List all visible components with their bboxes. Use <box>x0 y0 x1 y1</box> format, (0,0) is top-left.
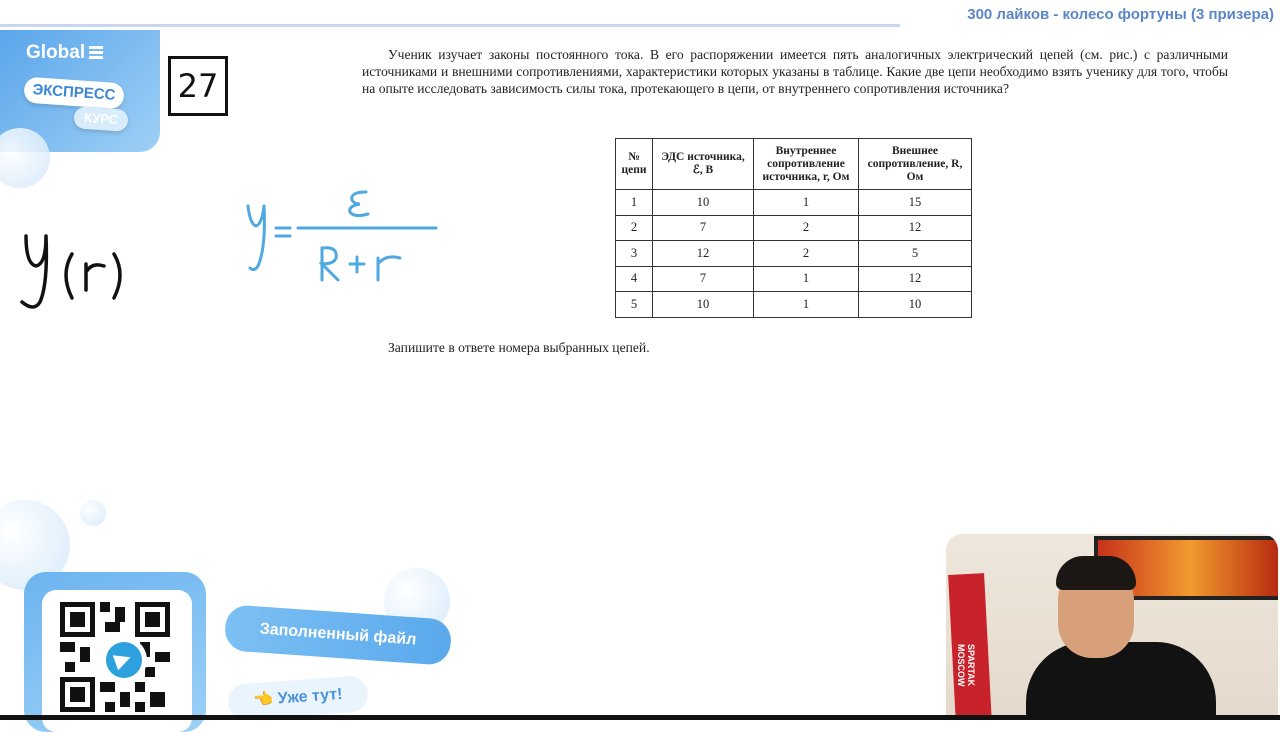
menu-bars-icon <box>89 46 103 60</box>
table-cell: 2 <box>754 241 859 267</box>
top-divider <box>0 24 900 27</box>
table-cell: 10 <box>859 292 972 318</box>
qr-card-inner <box>42 590 192 732</box>
header-emf: ЭДС источника, ℰ, В <box>653 139 754 190</box>
presenter-body <box>1026 642 1216 720</box>
presenter-hair <box>1056 556 1136 590</box>
table-row <box>616 292 972 318</box>
brand-name <box>26 42 103 64</box>
table-cell: 5 <box>859 241 972 267</box>
table-row <box>616 266 972 292</box>
table-cell: 1 <box>616 190 653 216</box>
header-external-resistance: Внешнее сопротивление, R, Ом <box>859 139 972 190</box>
table-cell: 1 <box>754 266 859 292</box>
header-internal-resistance: Внутреннее сопротивление источника, r, Ом <box>754 139 859 190</box>
table-cell: 7 <box>653 266 754 292</box>
table-cell: 15 <box>859 190 972 216</box>
table-cell: 12 <box>859 266 972 292</box>
handwritten-ohm-formula <box>242 188 442 288</box>
circuits-table <box>615 138 972 318</box>
problem-statement: Ученик изучает законы постоянного тока. В его распоряжении имеется пять аналогичных электрический цепей (см. рис.) с различными источниками и внешними сопротивлениями, характеристики которых указаны в таблице. Какие две цепи необходимо взять ученику для того, чтобы на опыте исследовать зависимость силы тока, протекающего в цепи, от внутреннего сопротивления источника? <box>362 47 1228 96</box>
scarf-text: SPARTAK MOSCOW <box>956 644 976 687</box>
table-cell: 1 <box>754 292 859 318</box>
webcam-video <box>946 534 1278 720</box>
table-cell: 10 <box>653 190 754 216</box>
table-cell: 5 <box>616 292 653 318</box>
table-row <box>616 241 972 267</box>
table-cell: 2 <box>754 215 859 241</box>
table-cell: 12 <box>653 241 754 267</box>
table-cell: 12 <box>859 215 972 241</box>
task-number: 27 <box>168 56 228 116</box>
handwritten-y-of-r <box>14 224 144 314</box>
table-cell: 2 <box>616 215 653 241</box>
table-cell: 4 <box>616 266 653 292</box>
qr-card[interactable] <box>24 572 206 732</box>
filled-file-button[interactable]: Заполненный файл <box>224 604 453 666</box>
decor-bubble <box>80 500 106 526</box>
table-cell: 10 <box>653 292 754 318</box>
table-cell: 7 <box>653 215 754 241</box>
telegram-icon[interactable] <box>106 642 142 678</box>
promo-banner: 300 лайков - колесо фортуны (3 призера) <box>967 6 1274 23</box>
bottom-bar <box>0 715 1280 720</box>
table-row <box>616 190 972 216</box>
table-row <box>616 215 972 241</box>
table-cell: 1 <box>754 190 859 216</box>
already-here-badge: 👈 Уже тут! <box>227 675 369 721</box>
brand-badge-express: ЭКСПРЕСС <box>23 77 125 110</box>
header-circuit-no: № цепи <box>616 139 653 190</box>
brand-badge-course: КУРС <box>73 106 128 132</box>
brand-name-text: Global <box>26 42 86 63</box>
table-cell: 3 <box>616 241 653 267</box>
table-header-row <box>616 139 972 190</box>
answer-prompt: Запишите в ответе номера выбранных цепей. <box>388 340 650 355</box>
